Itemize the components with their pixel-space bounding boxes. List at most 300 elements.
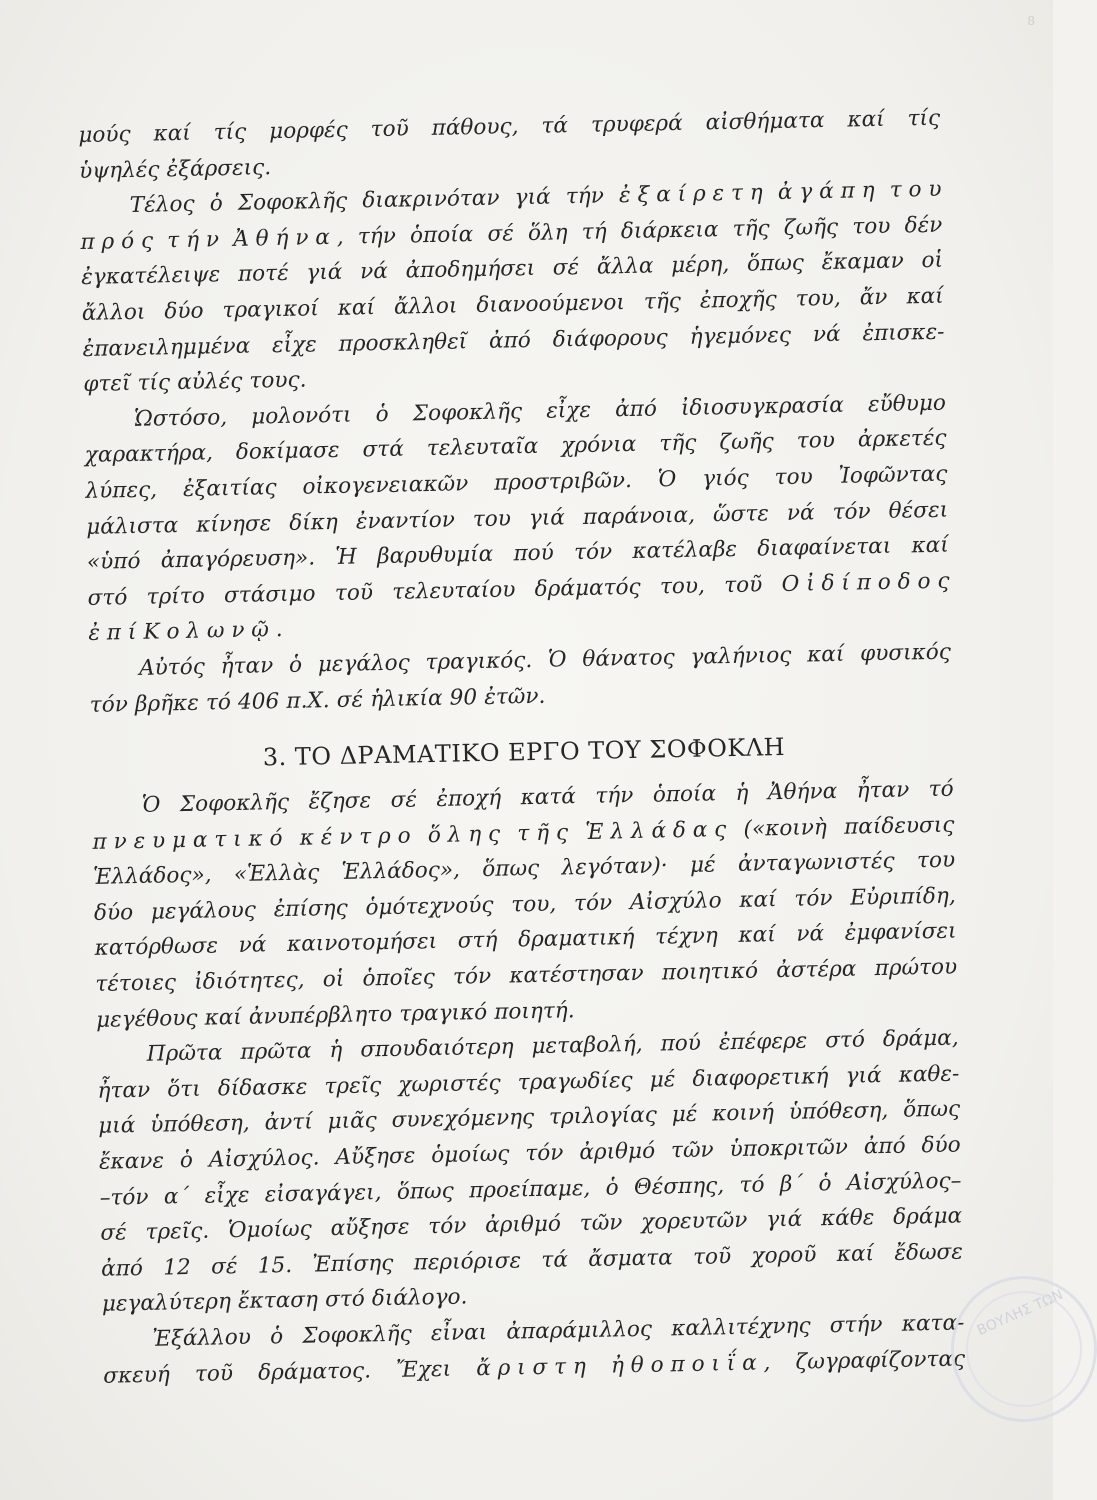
word: τό: [739, 1172, 765, 1198]
word: τριλογίας: [548, 1103, 658, 1131]
word: μιά: [97, 1113, 136, 1140]
word: τραγικός.: [425, 647, 533, 676]
word: Ὡστόσο,: [133, 404, 228, 432]
word: κατά: [520, 784, 577, 811]
word: χαρακτήρα,: [84, 440, 214, 469]
word: λεγόταν)·: [561, 853, 668, 881]
word: ἄσματα: [588, 1245, 673, 1272]
word: στή: [457, 928, 498, 955]
word: Ἑ λ λ ά δ α ς: [585, 816, 727, 845]
word: ὑψηλές: [78, 156, 160, 184]
word: Ἰοφῶντας: [838, 461, 948, 489]
word: ἐπέφερε: [718, 1028, 808, 1056]
word: ἔζησε: [308, 788, 372, 815]
word: τῆς: [643, 288, 682, 315]
word: ποιητικό: [661, 958, 759, 986]
word: ἡγεμόνες: [689, 322, 792, 350]
word: γιά: [306, 260, 343, 286]
word: ἀποδημήσει: [405, 256, 536, 284]
word: ἀριθμό: [484, 1211, 562, 1239]
word: ἔκαμαν: [821, 248, 904, 276]
word: δράμα: [892, 1203, 963, 1231]
word: 90: [449, 684, 478, 711]
word: γιά: [765, 1206, 803, 1233]
word: ὅτι: [167, 1076, 201, 1103]
word: τοῦ: [692, 1243, 732, 1270]
word: μεταβολή,: [531, 1032, 643, 1060]
word: νά: [238, 932, 267, 959]
word: διανοούμενοι: [476, 290, 626, 319]
word: δέν: [904, 212, 943, 239]
word: πρώτου: [874, 954, 958, 982]
word: νά: [796, 921, 825, 948]
word: φυσικός: [859, 639, 952, 667]
word: τέτοιες: [95, 970, 177, 997]
word: γιά: [514, 184, 551, 211]
word: καί: [911, 532, 949, 559]
word: ἄ ρ ι σ τ η: [475, 1353, 587, 1381]
word: τῆς: [732, 215, 770, 242]
word: ἀπό: [863, 1133, 906, 1160]
word: εἶχε: [204, 1182, 250, 1209]
word: στάσιμο: [223, 581, 316, 608]
word: ἀπό: [614, 396, 658, 423]
word: ἐποχῆς: [699, 286, 778, 314]
word: δύο: [93, 899, 134, 926]
word: του,: [511, 891, 557, 918]
word: τίς: [137, 370, 171, 397]
word: Αὔξησε: [335, 1143, 416, 1171]
word: καί: [836, 1241, 875, 1267]
word: βρῆκε: [134, 690, 200, 717]
word: του: [852, 213, 891, 240]
word: ὁ: [605, 1174, 619, 1201]
word: καί: [847, 106, 885, 133]
word: ἐπισκε-: [862, 319, 945, 346]
word: ἀρκετές: [857, 425, 947, 453]
word: τραγικό: [399, 999, 488, 1027]
word: ἄν: [859, 284, 888, 311]
word: σέ: [390, 787, 418, 813]
word: μάλιστα: [85, 512, 179, 540]
library-stamp-icon: [951, 1276, 1097, 1422]
word: στό: [324, 1286, 366, 1313]
word: σέ: [552, 255, 580, 281]
word: –τόν: [99, 1184, 149, 1211]
word: συνεχόμενης: [391, 1105, 535, 1134]
word: ἀντί: [264, 1109, 313, 1136]
word: μέ: [671, 1102, 698, 1128]
word: τέχνη: [654, 923, 719, 951]
word: τους.: [249, 367, 307, 394]
word: Σοφοκλῆς: [179, 789, 290, 818]
word: ὁ: [269, 1324, 284, 1350]
word: φτεῖ: [83, 371, 131, 398]
word: ἡ: [329, 1038, 343, 1064]
page-corner-mark: 8: [1027, 14, 1035, 28]
word: («κοινὴ: [743, 814, 828, 842]
word: π ρ ό ς: [80, 228, 154, 255]
word: τ ο υ: [889, 176, 942, 203]
word: «ὑπό: [86, 548, 141, 576]
word: Τέλος: [129, 191, 195, 219]
word: στό: [87, 584, 128, 611]
word: σκευή: [102, 1362, 171, 1389]
word: Ἡ: [335, 544, 358, 571]
word: ἄλλα: [596, 253, 654, 280]
word: ἀνυπέρβλητο: [248, 1001, 393, 1030]
word: περιόρισε: [413, 1248, 522, 1276]
word: τά: [541, 113, 569, 139]
word: ἀπό: [100, 1255, 144, 1282]
word: τόν: [573, 539, 613, 566]
word: Αἰσχύλος–: [846, 1168, 962, 1196]
word: μορφές: [268, 117, 348, 145]
word: χορευτῶν: [641, 1208, 748, 1236]
word: ἔδωσε: [894, 1239, 964, 1266]
word: μιᾶς: [327, 1108, 378, 1135]
word: στήν: [829, 1312, 883, 1339]
word: τίς: [907, 105, 941, 132]
word: Ἐξάλλου: [152, 1324, 252, 1352]
word: εὔθυμο: [867, 390, 947, 417]
word: Αἰσχύλο: [629, 888, 722, 915]
word: καθε-: [898, 1061, 960, 1088]
word: σπουδαιότερη: [360, 1034, 514, 1063]
word: Ο ἰ δ ί π ο δ ο ς: [781, 568, 950, 597]
word: θάνατος: [582, 645, 675, 672]
word: ὁποῖες: [362, 965, 436, 992]
word: καί: [739, 887, 777, 913]
word: τοῦ: [723, 572, 763, 598]
word: τή: [581, 219, 607, 245]
word: τό: [205, 689, 232, 716]
word: Ἑλλάδος»,: [92, 862, 212, 891]
word: τόν: [573, 890, 613, 917]
word: τρεῖς.: [145, 1218, 210, 1246]
word: εἶχε: [545, 397, 592, 424]
word: ἐ ξ α ί ρ ε τ η: [618, 180, 763, 209]
word: γιά: [528, 504, 566, 531]
word: διαφορετική: [692, 1063, 829, 1092]
word: τρεῖς: [324, 1072, 382, 1100]
word: ὑποκριτῶν: [729, 1134, 849, 1163]
word: εἶχε: [271, 331, 318, 358]
word: σέ: [100, 1220, 127, 1246]
word: καί: [906, 283, 944, 310]
word: πάθους,: [431, 114, 519, 141]
word: κατέλαβε: [632, 536, 738, 565]
word: ἔκανε: [98, 1148, 165, 1175]
word: μέ: [689, 852, 716, 879]
word: τό: [928, 776, 954, 803]
word: ἀπαγόρευση».: [160, 545, 316, 574]
word: μεγάλους: [150, 897, 257, 925]
word: ἰδιότητες,: [193, 967, 305, 995]
word: παίδευσις: [843, 812, 955, 840]
word: κατόρθωσε: [94, 933, 219, 962]
word: α΄: [163, 1183, 190, 1210]
word: Θέσπης,: [633, 1172, 725, 1200]
word: κατέστησαν: [509, 960, 644, 989]
word: τ ῆ ς: [517, 819, 569, 847]
word: ἦταν: [220, 653, 274, 680]
word: ποιητή.: [493, 997, 575, 1025]
word: ἐ π ί: [88, 620, 137, 647]
word: ἐναντίον: [355, 507, 456, 535]
word: πού: [660, 1030, 702, 1057]
word: αἰσθήματα: [705, 108, 825, 136]
word: διαφαίνεται: [757, 533, 892, 562]
word: τήν: [565, 183, 605, 210]
word: ὅπως: [396, 1178, 454, 1205]
word: σέ: [336, 686, 364, 713]
word: ὁμοίως: [430, 1141, 510, 1169]
word: ἀπαράμιλλος: [506, 1316, 653, 1345]
word: ὁμότεχνούς: [365, 892, 494, 921]
word: ποτέ: [237, 261, 289, 288]
word: τοῦ: [370, 116, 409, 143]
word: ζωῆς: [719, 429, 774, 456]
word: τελευταῖα: [426, 434, 539, 462]
word: παράνοια,: [582, 502, 696, 530]
word: καί: [738, 922, 776, 949]
word: π.Χ.: [286, 687, 330, 714]
word: ἐξάρσεις.: [166, 154, 272, 182]
word: Ἑλλάδος»,: [341, 857, 461, 886]
word: ἄλλοι: [393, 293, 458, 320]
word: ὁποία: [409, 221, 474, 249]
word: ἐπανειλημμένα: [82, 333, 251, 362]
word: ἦταν: [856, 777, 910, 804]
word: κίνησε: [195, 510, 272, 538]
word: του: [916, 847, 956, 874]
word: δύο: [921, 1132, 961, 1159]
word: κάθε: [820, 1205, 875, 1232]
word: σέ: [210, 1253, 238, 1280]
word: «Ἑλλὰς: [233, 860, 320, 888]
word: Ἀθήνα: [767, 778, 838, 806]
word: Ὁ: [141, 792, 161, 818]
word: τίς: [213, 119, 247, 146]
word: οἰκογενειακῶν: [302, 471, 469, 500]
word: ὁ: [209, 191, 223, 217]
word: δραματική: [517, 925, 635, 953]
word: τραγικοί: [222, 296, 319, 324]
word: ἐξαιτίας: [182, 475, 277, 502]
word: Σοφοκλῆς: [302, 1321, 412, 1349]
word: τόν: [89, 691, 129, 718]
word: Ὁ: [657, 467, 677, 493]
word: βαρυθυμία: [376, 541, 494, 570]
word: ἀπό: [488, 327, 532, 354]
word: ὁ: [375, 401, 389, 427]
word: 406: [237, 688, 280, 715]
word: προσκληθεῖ: [338, 328, 468, 357]
word: τόν: [452, 963, 492, 990]
word: τήν: [595, 783, 634, 809]
word: ἐπίσης: [273, 895, 348, 923]
word: τήν: [357, 223, 397, 250]
word: μολονότι: [251, 402, 352, 430]
word: ἡλικία: [369, 685, 443, 712]
word: τοῦ: [194, 1360, 234, 1387]
word: ὑπόθεση,: [149, 1111, 250, 1139]
word: Πρῶτα: [146, 1040, 223, 1068]
word: γαλήνιος: [690, 642, 792, 670]
word: νά: [786, 499, 815, 526]
word: μεγάλος: [317, 650, 410, 678]
word: ὅπως: [902, 1096, 961, 1124]
word: τόν: [525, 1140, 564, 1167]
word: ὅλη: [527, 219, 568, 246]
word: ὁ: [288, 652, 303, 678]
word: Ἀ θ ή ν α ,: [232, 224, 344, 252]
word: ὁ: [818, 1170, 832, 1196]
word: δοκίμασε: [235, 438, 340, 466]
word: του,: [659, 573, 706, 600]
word: Αἰσχύλος.: [208, 1145, 320, 1173]
word: ὥστε: [712, 500, 770, 527]
word: του,: [795, 285, 841, 312]
word: ὑπόθεση,: [788, 1098, 889, 1126]
word: καλλιτέχνης: [670, 1313, 811, 1342]
word: ὁ: [179, 1147, 194, 1174]
word: τρίτο: [146, 583, 205, 610]
word: κ έ ν τ ρ ο: [299, 823, 411, 851]
word: καί: [204, 1004, 243, 1031]
word: δράματος.: [257, 1357, 372, 1386]
word: μεγαλύτερη: [101, 1289, 232, 1318]
word: πού: [513, 540, 555, 567]
word: ἀριθμό: [579, 1138, 656, 1166]
word: 15.: [257, 1252, 293, 1279]
word: τρυφερά: [590, 110, 683, 138]
word: οἱ: [322, 966, 345, 993]
word: του: [774, 464, 813, 491]
word: αὔξησε: [330, 1214, 410, 1242]
word: ἐτῶν.: [483, 683, 546, 710]
word: προείπαμε,: [468, 1175, 591, 1203]
word: ἀ γ ά π η: [777, 178, 875, 206]
word: τῆς: [659, 431, 697, 457]
word: διάρκεια: [620, 216, 719, 244]
word: κοινή: [711, 1100, 775, 1127]
word: πρῶτα: [240, 1038, 312, 1066]
word: ἄλλοι: [81, 299, 146, 326]
word: ἐμφανίσει: [844, 919, 957, 947]
word: ὁποία: [652, 781, 717, 808]
word: στό: [824, 1027, 866, 1054]
word: δύο: [164, 298, 204, 325]
word: Ὁμοίως: [227, 1216, 313, 1244]
word: Κ ο λ ω ν ῷ .: [143, 617, 283, 646]
word: ἐποχή: [436, 785, 502, 813]
word: του: [796, 428, 836, 454]
word: δράμα,: [882, 1025, 959, 1053]
word: εἰσαγάγει,: [264, 1179, 382, 1208]
word: π ν ε υ μ α τ ι κ ό: [92, 825, 283, 855]
word: στά: [362, 436, 405, 463]
word: τοῦ: [334, 579, 374, 606]
word: τόν: [832, 498, 871, 525]
word: 12: [162, 1254, 191, 1281]
word: τῶν: [579, 1210, 623, 1237]
word: δίκη: [289, 509, 339, 536]
word: Ὁ: [547, 647, 567, 673]
word: Σοφοκλῆς: [412, 398, 523, 427]
word: καί: [153, 120, 192, 147]
word: τ ή ν: [167, 226, 220, 254]
word: νά: [812, 321, 841, 347]
word: ἀστέρα: [776, 956, 857, 984]
word: δίδασκε: [217, 1074, 308, 1102]
word: Αὐτός: [138, 654, 206, 681]
word: καινοτομήσει: [286, 929, 438, 958]
word: μούς: [78, 121, 131, 148]
word: ζωγραφίζοντας: [795, 1346, 966, 1375]
word: σέ: [487, 221, 515, 247]
word: Εὐριπίδη,: [849, 883, 956, 911]
word: ἦταν: [97, 1077, 151, 1104]
word: ὅ λ η ς: [427, 821, 501, 848]
word: χοροῦ: [751, 1242, 817, 1269]
word: διάφορους: [552, 324, 669, 353]
word: Ἐπίσης: [312, 1250, 394, 1278]
stamp-lettering: ΒΟΥΛΗΣ ΤΩΝ: [974, 1286, 1066, 1340]
word: τόν: [428, 1213, 467, 1240]
word: καί: [806, 641, 845, 668]
word: τά: [541, 1247, 569, 1273]
word: γιός: [702, 465, 749, 492]
word: δράματός: [534, 574, 641, 602]
word: ἡ: [735, 780, 749, 807]
word: γιά: [845, 1062, 882, 1089]
word: αὐλές: [176, 368, 243, 396]
word: τραγωδίες: [517, 1067, 633, 1096]
word: ὅπως: [482, 856, 540, 883]
section-heading: 3. ΤΟ ΔΡΑΜΑΤΙΚΟ ΕΡΓΟ ΤΟΥ ΣΟΦΟΚΛΗ: [262, 733, 786, 772]
word: του: [472, 505, 512, 532]
word: προστριβῶν.: [493, 467, 633, 496]
word: ὅπως: [746, 250, 805, 277]
word: χωριστές: [398, 1070, 501, 1098]
word: χρόνια: [561, 432, 637, 459]
word: τελευταίου: [392, 577, 516, 605]
word: οἱ: [921, 248, 944, 274]
word: Ἔχει: [395, 1356, 452, 1383]
word: νά: [359, 259, 389, 285]
word: ἠ θ ο π ο ι ΐ α ,: [610, 1349, 771, 1379]
word: διακρινόταν: [362, 185, 500, 214]
word: καί: [337, 295, 376, 321]
word: λύπες,: [85, 477, 158, 504]
word: ἰδιοσυγκρασία: [680, 392, 845, 421]
page-text: [78, 101, 965, 1394]
word: διάλογο.: [371, 1284, 468, 1312]
word: τῶν: [670, 1137, 714, 1164]
word: ἀνταγωνιστές: [737, 849, 895, 878]
word: μέρη,: [670, 252, 730, 279]
word: μεγέθους: [95, 1005, 198, 1033]
word: ἔκταση: [237, 1287, 319, 1315]
word: β΄: [779, 1171, 804, 1197]
word: ἐγκατέλειψε: [80, 262, 221, 291]
word: μέ: [649, 1067, 676, 1093]
word: ζωῆς: [783, 214, 839, 241]
word: τόν: [794, 885, 833, 912]
word: εἶναι: [430, 1320, 488, 1347]
